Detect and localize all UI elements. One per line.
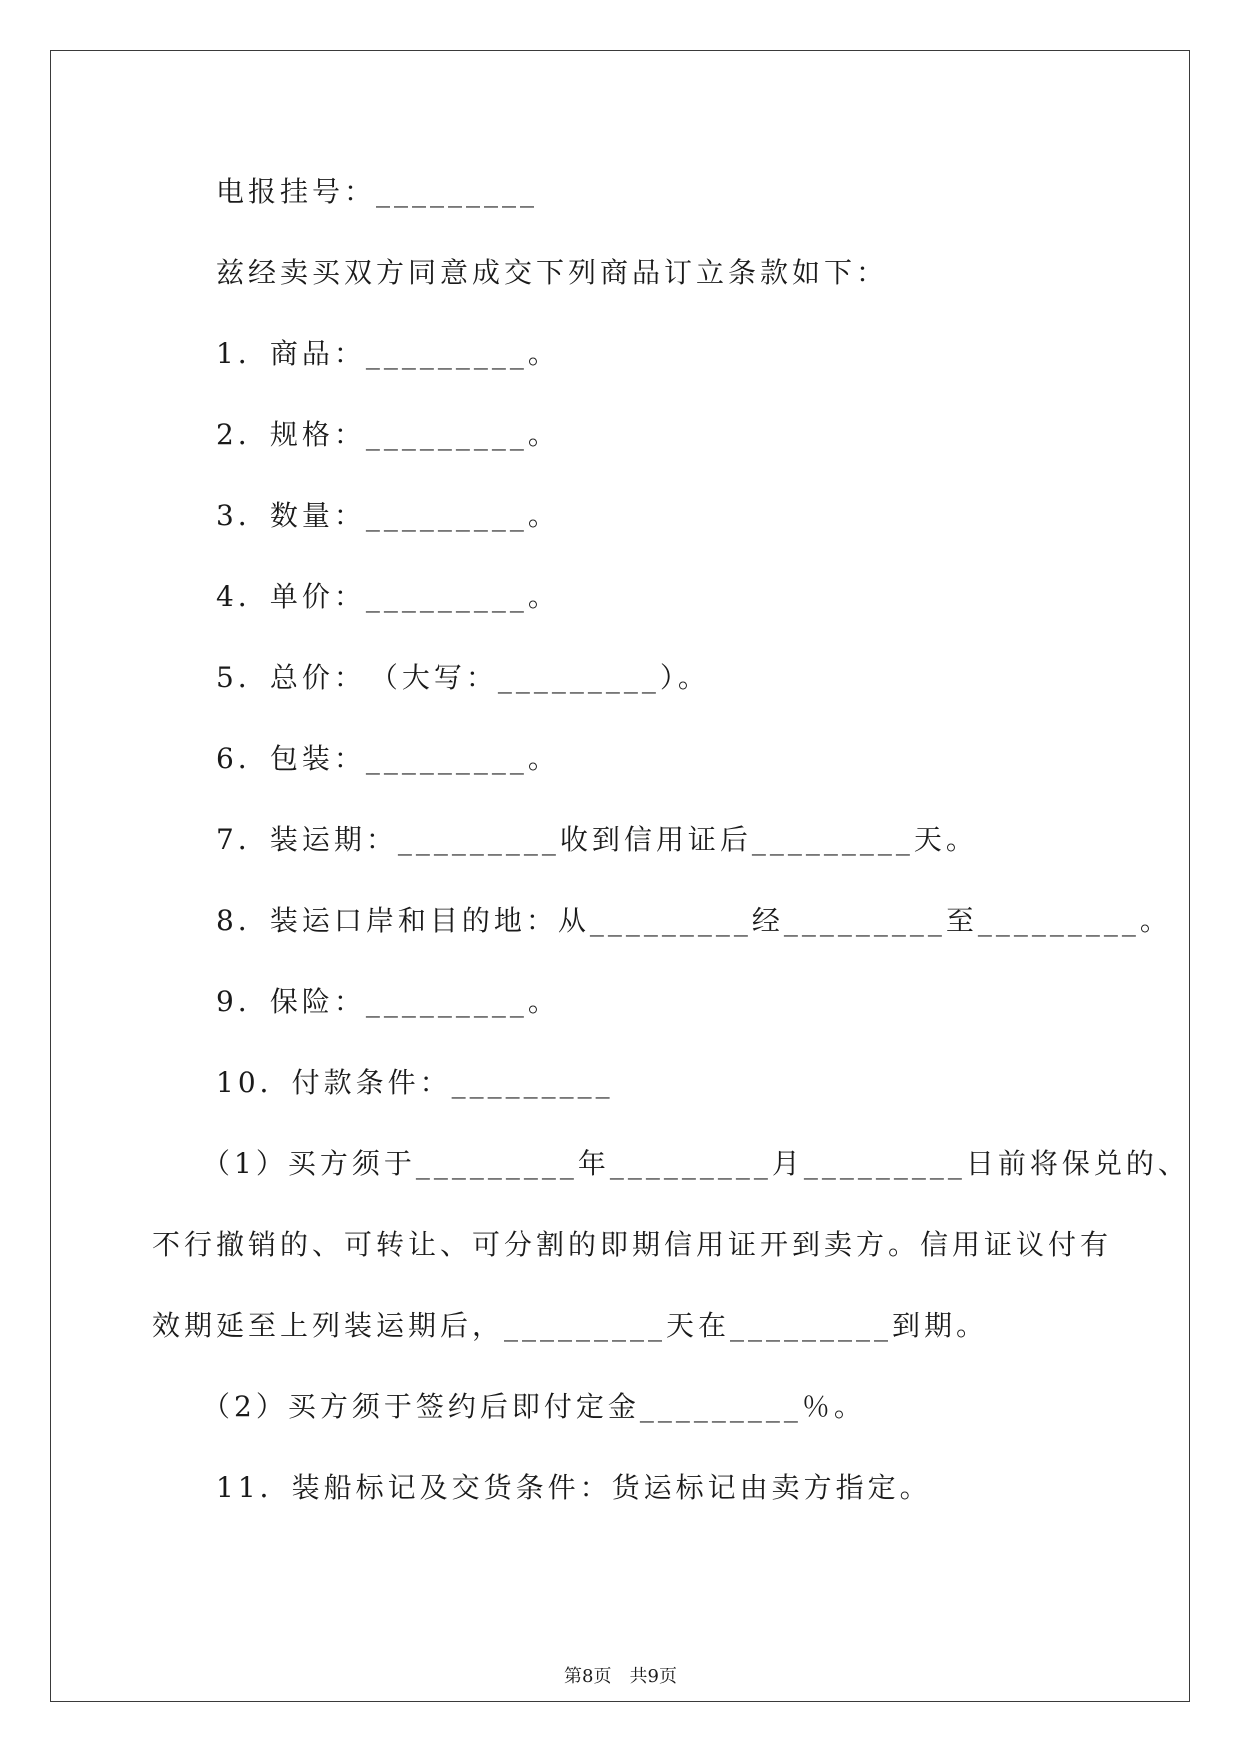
line-clause-4-unit-price: 4．单价：_________。 xyxy=(152,580,560,613)
line-clause-9-insurance: 9．保险：_________。 xyxy=(152,985,560,1018)
line-clause-7-shipment: 7．装运期：_________收到信用证后_________天。 xyxy=(152,823,978,856)
line-payment-1-part-b: 不行撤销的、可转让、可分割的即期信用证开到卖方。信用证议付有 xyxy=(152,1228,1113,1261)
line-clause-1-goods: 1．商品：_________。 xyxy=(152,337,560,370)
line-clause-11-marks: 11．装船标记及交货条件：货运标记由卖方指定。 xyxy=(152,1471,932,1504)
line-payment-2-deposit: （2）买方须于签约后即付定金_________％。 xyxy=(152,1390,866,1423)
line-clause-6-packing: 6．包装：_________。 xyxy=(152,742,560,775)
line-payment-1-part-c: 效期延至上列装运期后，_________天在_________到期。 xyxy=(152,1309,989,1342)
line-clause-8-ports: 8．装运口岸和目的地：从_________经_________至_________。 xyxy=(152,904,1172,937)
document-body xyxy=(152,168,1190,1545)
page-number: 第8页 共9页 xyxy=(564,1666,677,1687)
line-telegraph-code: 电报挂号：_________ xyxy=(152,175,539,208)
line-clause-2-specification: 2．规格：_________。 xyxy=(152,418,560,451)
line-clause-10-payment: 10．付款条件：_________ xyxy=(152,1066,614,1099)
line-intro: 兹经卖买双方同意成交下列商品订立条款如下： xyxy=(152,256,889,289)
line-clause-3-quantity: 3．数量：_________。 xyxy=(152,499,560,532)
line-clause-5-total-price: 5．总价： （大写：_________）。 xyxy=(152,661,710,694)
line-payment-1-part-a: （1）买方须于_________年_________月_________日前将保兑的、 xyxy=(152,1147,1190,1180)
